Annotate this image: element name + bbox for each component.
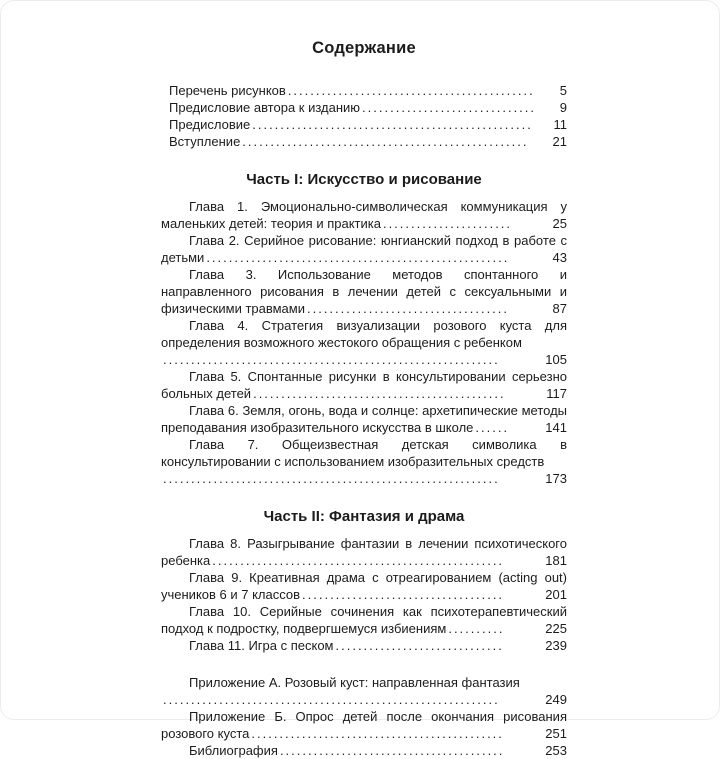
toc-section [161,674,567,759]
page-number: 43 [520,249,567,266]
toc-section [161,170,567,487]
page-number: 21 [540,133,567,150]
toc-entry [161,569,567,603]
toc-entry [161,232,567,266]
toc-entry-text: Библиография [189,743,278,758]
toc-entry [161,266,567,317]
page-number: 173 [512,470,567,487]
toc-entry-text: Перечень рисунков [169,83,286,98]
page-number: 5 [547,82,567,99]
page-number: 25 [520,215,567,232]
toc-entry-text: Глава 9. Креативная драма с отреагированием (acting out) учеников 6 и 7 классов [161,570,567,602]
section-heading: Часть II: Фантазия и драма [263,508,465,525]
dot-leader: ............................................. [253,386,506,401]
toc-entry-text: Глава 4. Стратегия визуализации розового куста для определения возможного жестокого обращения с ребенком [161,318,567,350]
page-number: 253 [512,742,567,759]
toc-entry [161,368,567,402]
toc-entry-text: Глава 7. Общеизвестная детская символика в консультировании с использованием изобразительных средств [161,437,567,469]
page-number: 11 [541,116,568,133]
toc-entry-text: Глава 3. Использование методов спонтанного и направленного рисования в лечении детей с сексуальными и физическими травмами [161,267,567,316]
dot-leader: ............................................................ [163,692,500,707]
section-heading: Часть I: Искусство и рисование [246,171,482,188]
toc-entry [161,535,567,569]
toc-entry [161,436,567,487]
dot-leader: .............................. [335,638,504,653]
dot-leader: .................................................. [252,117,533,132]
dot-leader: ............................... [362,100,537,115]
page-number: 87 [520,300,567,317]
toc-entry-text: Приложение А. Розовый куст: направленная фантазия [189,675,520,690]
page-title: Содержание [312,39,416,57]
page-number: 9 [547,99,567,116]
page-number: 251 [512,725,567,742]
toc-entry-text: Предисловие [169,117,251,132]
toc-section [161,82,567,150]
toc-entry-text: Глава 1. Эмоционально-символическая коммуникация у маленьких детей: теория и практика [161,199,567,231]
table-of-contents [161,82,567,759]
dot-leader: .......... [448,621,505,636]
toc-entry [161,82,567,99]
dot-leader: ............................................................ [163,352,500,367]
toc-entry-text: Глава 2. Серийное рисование: юнгианский подход в работе с детьми [161,233,567,265]
toc-entry [161,708,567,742]
page-number: 201 [512,586,567,603]
toc-entry-text: Приложение Б. Опрос детей после окончания рисования розового куста [161,709,567,741]
dot-leader: .................................... [306,301,510,316]
toc-entry-text: Глава 6. Земля, огонь, вода и солнце: архетипические методы преподавания изобразительного искусства в школе [161,403,567,435]
page-number: 117 [513,385,567,402]
toc-entry [161,603,567,637]
page-number: 249 [512,691,567,708]
toc-entry-text: Предисловие автора к изданию [169,100,361,115]
toc-entry-text: Вступление [169,134,241,149]
toc-entry [161,317,567,368]
toc-entry-text: Глава 10. Серийные сочинения как психотерапевтический подход к подростку, подвергшемуся избиениям [161,604,567,636]
page-number: 141 [512,419,567,436]
dot-leader: ....................... [382,216,513,231]
dot-leader: ............................................................ [163,471,500,486]
dot-leader: ................................................... [242,134,529,149]
toc-entry [161,99,567,116]
dot-leader: ............................................. [251,726,504,741]
toc-entry [161,637,567,654]
toc-entry [161,133,567,150]
page-number: 239 [512,637,567,654]
dot-leader: ........................................ [279,743,505,758]
dot-leader: ...... [475,420,510,435]
dot-leader: .................................................... [212,553,505,568]
toc-entry-text: Глава 8. Разыгрывание фантазии в лечении психотического ребенка [161,536,567,568]
toc-entry-text: Глава 5. Спонтанные рисунки в консультировании серьезно больных детей [161,369,567,401]
toc-entry [161,674,567,708]
toc-section [161,507,567,654]
toc-entry [161,198,567,232]
page-number: 105 [512,351,567,368]
dot-leader: ............................................ [287,83,535,98]
toc-entry [161,402,567,436]
page-number: 181 [512,552,567,569]
toc-entry [161,116,567,133]
toc-entry-text: Глава 11. Игра с песком [189,638,334,653]
page-number: 225 [512,620,567,637]
dot-leader: ...................................................... [206,250,510,265]
toc-entry [161,742,567,759]
dot-leader: .................................... [302,587,505,602]
